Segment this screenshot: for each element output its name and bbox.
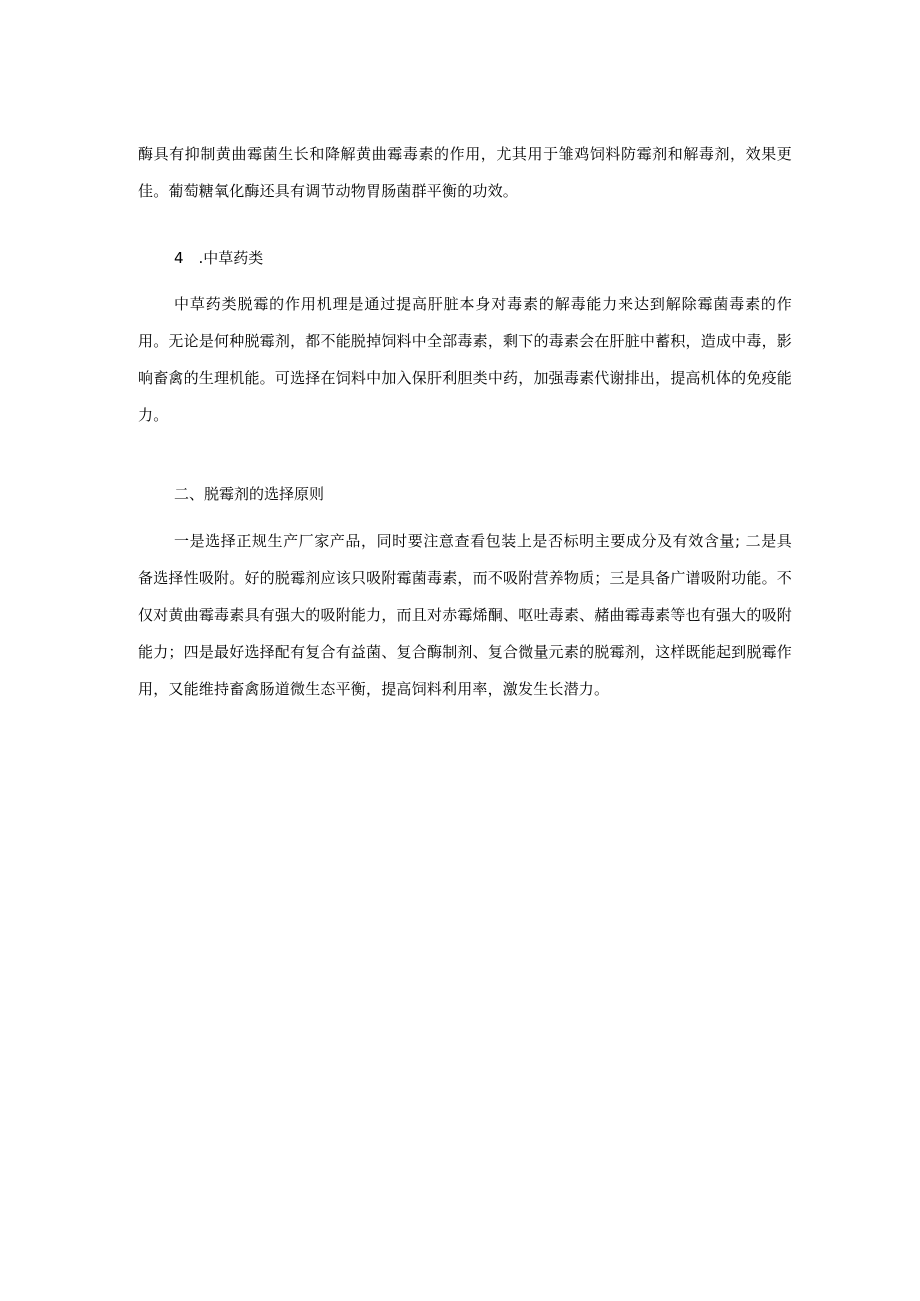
paragraph-herbal: 中草药类脱霉的作用机理是通过提高肝脏本身对毒素的解毒能力来达到解除霉菌毒素的作用。无论是何种脱霉剂，都不能脱掉饲料中全部毒素，剩下的毒素会在肝脏中蓄积，造成中毒，影响畜禽的生理机能。可选择在饲料中加入保肝利胆类中药，加强毒素代谢排出，提高机体的免疫能力。 <box>138 295 792 424</box>
paragraph-enzyme-continued: 酶具有抑制黄曲霉菌生长和降解黄曲霉毒素的作用，尤其用于雏鸡饲料防霉剂和解毒剂，效果更佳。葡萄糖氧化酶还具有调节动物胃肠菌群平衡的功效。 <box>138 145 792 200</box>
paragraph-selection-principles: 一是选择正规生产厂家产品，同时要注意查看包装上是否标明主要成分及有效含量; 二是具备选择性吸附。好的脱霉剂应该只吸附霉菌毒素，而不吸附营养物质；三是具备广谱吸附功能。不仅对黄曲霉毒素具有强大的吸附能力，而且对赤霉烯酮、呕吐毒素、赭曲霉毒素等也有强大的吸附能力；四是最好选择配有复合有益菌、复合酶制剂、复合微量元素的脱霉剂，这样既能起到脱霉作用，又能维持畜禽肠道微生态平衡，提高饲料利用率，激发生长潜力。 <box>138 532 792 698</box>
section-heading-herbal: 4 .中草药类 <box>174 249 264 267</box>
section-heading-selection-principles: 二、脱霉剂的选择原则 <box>174 485 325 503</box>
